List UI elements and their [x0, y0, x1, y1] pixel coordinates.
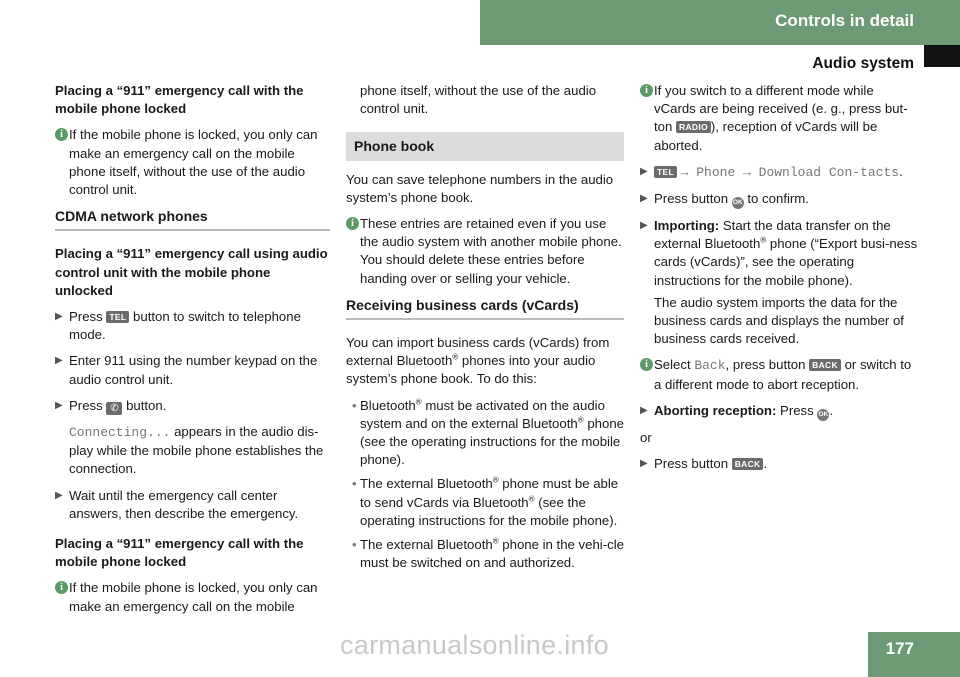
arrow-right-icon: ▶	[55, 489, 63, 501]
arrow-right-icon: ▶	[640, 404, 648, 416]
section-heading-vcards: Receiving business cards (vCards)	[346, 296, 624, 320]
info-icon: i	[640, 84, 653, 97]
step-press-back: ▶ Press button BACK .	[640, 455, 918, 473]
heading-911-locked: Placing a “911” emergency call with the mobile phone locked	[55, 83, 304, 117]
column-2	[346, 82, 624, 578]
arrow-right-icon: ▶	[55, 399, 63, 411]
bullet-item: • The external Bluetooth® phone in the vehi-cle must be switched on and authorized.	[352, 536, 624, 571]
arrow-right-icon: ▶	[640, 458, 648, 470]
info-note: i If you switch to a different mode while vCards are being received (e. g., press but-ton RADIO ), reception of vCards will be aborted.	[640, 82, 918, 155]
step-confirm: ▶ Press button OK to confirm.	[640, 190, 918, 209]
info-icon: i	[55, 581, 68, 594]
heading-911-locked-2: Placing a “911” emergency call with the mobile phone locked	[55, 536, 304, 570]
step-menu-path: ▶ TEL → Phone → Download Con-tacts.	[640, 163, 903, 180]
ok-button-icon: OK	[732, 197, 744, 209]
page-number: 177	[885, 639, 914, 658]
section-tab-marker	[924, 45, 960, 67]
tel-key-icon: TEL	[654, 166, 677, 178]
or-text: or	[640, 429, 652, 445]
arrow-right-icon: ▶	[640, 165, 648, 177]
heading-911-unlocked: Placing a “911” emergency call using audio control unit with the mobile phone unlocked	[55, 246, 328, 298]
phone-key-icon: ✆	[106, 402, 122, 415]
section-heading-cdma: CDMA network phones	[55, 207, 330, 231]
step-abort: ▶ Aborting reception: Press OK.	[640, 402, 918, 421]
step-press-call: ▶ Press ✆ button.	[55, 397, 167, 414]
ok-button-icon: OK	[817, 409, 829, 421]
step-enter-911: ▶ Enter 911 using the number keypad on the audio control unit.	[55, 353, 318, 387]
info-icon: i	[346, 217, 359, 230]
bullet-item: • Bluetooth® must be activated on the audio system and on the external Bluetooth® phone (see the operating instructions for the mobile phone).	[352, 397, 624, 468]
subsection-title: Audio system	[812, 55, 914, 72]
info-icon: i	[55, 128, 68, 141]
arrow-right-icon: ▶	[640, 220, 648, 232]
info-icon: i	[640, 358, 653, 371]
arrow-right-icon: ▶	[55, 355, 63, 367]
radio-key-icon: RADIO	[676, 121, 711, 133]
arrow-right-icon: ▶	[55, 311, 63, 323]
step-note: Connecting... appears in the audio dis-play while the mobile phone establishes the connection.	[69, 424, 324, 477]
section-title: Controls in detail	[775, 11, 914, 30]
step-note: The audio system imports the data for the business cards and displays the number of business cards received.	[654, 294, 904, 347]
tel-key-icon: TEL	[106, 311, 129, 323]
watermark: carmanualsonline.info	[340, 630, 609, 660]
bullet-item: • The external Bluetooth® phone must be able to send vCards via Bluetooth® (see the operating instructions for the mobile phone).	[352, 476, 619, 528]
info-note: i If the mobile phone is locked, you only can make an emergency call on the mobile phone itself, without the use of the audio control unit.	[55, 126, 330, 199]
column-3	[640, 82, 918, 481]
paragraph: You can save telephone numbers in the audio system’s phone book.	[346, 171, 614, 205]
back-key-icon: BACK	[809, 359, 841, 371]
step-wait: ▶ Wait until the emergency call center answers, then describe the emergency.	[55, 487, 299, 521]
info-note: i Select Back, press button BACK or switch to a different mode to abort reception.	[640, 356, 918, 393]
step-importing: ▶ Importing: Start the data transfer on the external Bluetooth® phone (“Export busi-ness cards (vCards)”, see the operating instructions for the mobile phone).	[640, 218, 918, 288]
info-continuation: phone itself, without the use of the audio control unit.	[360, 83, 597, 117]
info-note: i These entries are retained even if you use the audio system with another mobile phone. You should delete these entries before handing over or selling your vehicle.	[346, 215, 624, 288]
arrow-right-icon: ▶	[640, 193, 648, 205]
column-1	[55, 82, 330, 624]
back-key-icon: BACK	[732, 458, 764, 470]
page-number-box	[868, 632, 960, 677]
section-bar-phone-book: Phone book	[346, 132, 624, 160]
paragraph: You can import business cards (vCards) from external Bluetooth® phones into your audio system’s phone book. To do this:	[346, 335, 610, 387]
info-note: i If the mobile phone is locked, you only can make an emergency call on the mobile	[55, 579, 330, 615]
step-press-tel: ▶ Press TEL button to switch to telephone mode.	[55, 309, 301, 343]
